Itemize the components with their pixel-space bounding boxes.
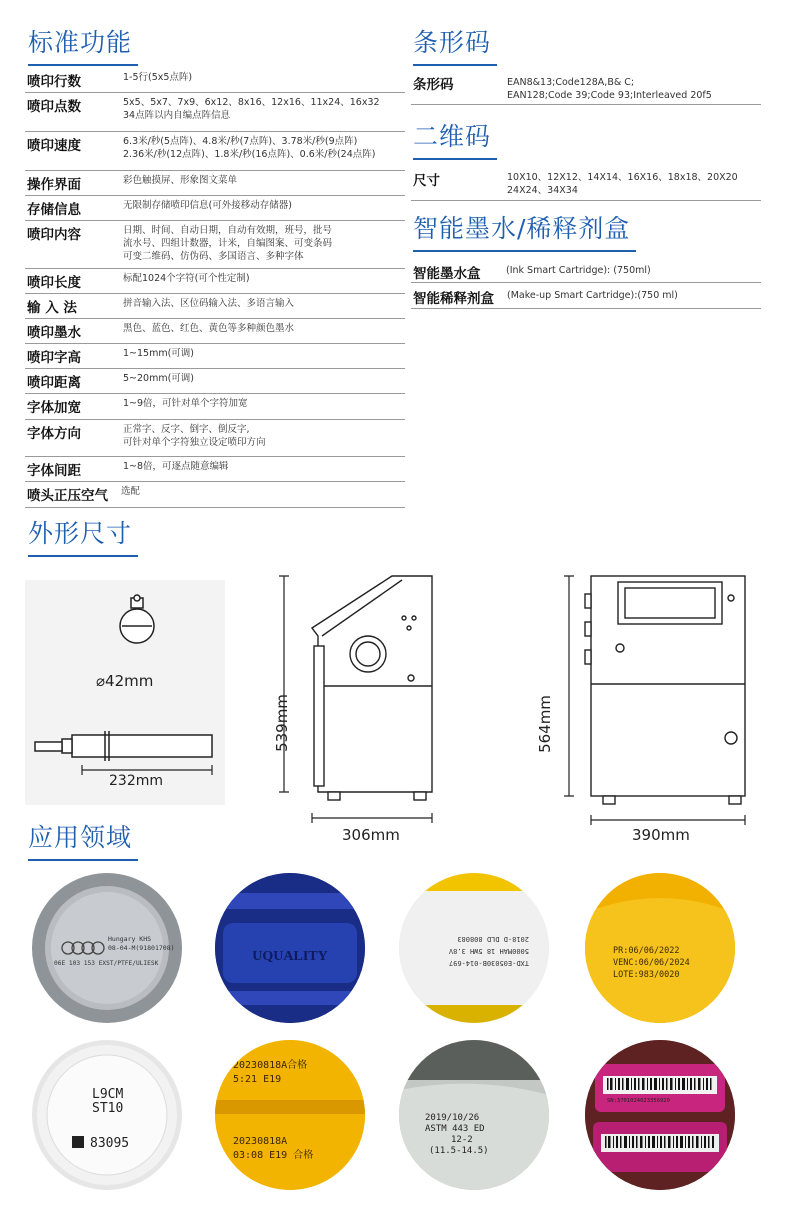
spec-value: 拼音输入法、区位码输入法、多语言输入 [123,298,295,309]
svg-text:2018-D DLD 808083: 2018-D DLD 808083 [457,935,529,943]
spec-value: 黑色、蓝色、红色、黄色等多种颜色墨水 [123,323,295,334]
spec-row [25,369,405,394]
side-view-drawing [262,566,457,826]
dimensions-title: 外形尺寸 [28,519,132,549]
qrcode-row [411,164,761,201]
nozzle-diameter-label: ⌀42mm [96,672,154,690]
spec-row [25,294,405,319]
spec-table [25,68,405,508]
svg-text:PR:06/06/2022: PR:06/06/2022 [613,946,680,956]
spec-value: 日期、时间、自动日期，自动有效期，班号，批号 流水号、四组计数器，计米，自编图案、可变条码 可变二维码、仿伪码、多国语言、多种字体 [123,225,333,262]
makeup-row [411,282,761,309]
spec-key: 字体加宽 [27,400,81,416]
svg-text:20230818A合格: 20230818A合格 [233,1060,308,1071]
svg-text:03:08 E19 合格: 03:08 E19 合格 [233,1150,314,1161]
spec-row [25,68,405,93]
spec-key: 喷头正压空气 [27,488,108,504]
svg-text:ASTM 443 ED: ASTM 443 ED [425,1124,485,1134]
spec-key: 喷印点数 [27,99,81,115]
spec-key: 喷印内容 [27,227,81,243]
svg-text:06E 103 153 EXST/PTFE/ULIESK: 06E 103 153 EXST/PTFE/ULIESK [54,960,159,967]
spec-row [25,171,405,196]
spec-value: 1-5行(5x5点阵) [123,72,193,83]
svg-text:UQUALITY: UQUALITY [252,949,328,964]
photo-clear-bag [399,1040,549,1190]
spec-value: 彩色触摸屏、形象图文菜单 [123,175,238,186]
makeup-value: (Make-up Smart Cartridge):(750 ml) [507,290,678,301]
side-height-label: 539mm [272,694,291,752]
barcode-row [411,68,761,105]
spec-row [25,482,405,508]
spec-key: 字体间距 [27,463,81,479]
photo-orange-container [585,873,735,1023]
front-height-label: 564mm [535,695,554,753]
photo-yellow-plastic [215,1040,365,1190]
spec-value: 标配1024个字符(可个性定制) [123,273,250,284]
ink-title: 智能墨水/稀释剂盒 [413,214,630,244]
spec-row [25,394,405,420]
side-width-label: 306mm [342,826,400,844]
makeup-key: 智能稀释剂盒 [413,291,494,307]
svg-text:5:21 E19: 5:21 E19 [233,1074,282,1085]
photo-metal-can-lid [32,873,182,1023]
spec-key: 喷印墨水 [27,325,81,341]
svg-text:2019/10/26: 2019/10/26 [425,1113,480,1123]
spec-row [25,221,405,269]
spec-row [25,319,405,344]
applications-title: 应用领域 [28,823,132,853]
spec-row [25,269,405,294]
ink-row [411,258,761,283]
nozzle-length-label: 232mm [109,773,163,789]
standard-title: 标准功能 [28,28,132,58]
spec-row [25,457,405,482]
spec-key: 喷印行数 [27,74,81,90]
svg-text:ST10: ST10 [92,1101,124,1116]
spec-value: 选配 [121,486,141,497]
qrcode-key: 尺寸 [413,173,440,189]
photo-blue-bottle [215,873,365,1023]
photo-white-cap [32,1040,182,1190]
svg-text:TXD-E05030B-014-697: TXD-E05030B-014-697 [448,959,529,967]
photo-magenta-cards [585,1040,735,1190]
nozzle-drawing [25,580,225,805]
spec-value: 无限制存储喷印信息(可外接移动存储器) [123,200,292,211]
svg-text:LOTE:983/0020: LOTE:983/0020 [613,970,680,980]
qrcode-title: 二维码 [413,122,491,152]
spec-key: 喷印长度 [27,275,81,291]
svg-text:20230818A: 20230818A [233,1136,288,1147]
barcode-value: EAN8&13;Code128A,B& C; EAN128;Code 39;Code 93;Interleaved 20f5 [507,77,712,101]
svg-text:(11.5-14.5): (11.5-14.5) [429,1146,489,1156]
spec-value: 1~15mm(可调) [123,348,195,359]
spec-value: 1~9倍，可针对单个字符加宽 [123,398,248,409]
svg-text:VENC:06/06/2024: VENC:06/06/2024 [613,958,690,968]
svg-text:SN:3701024023356920: SN:3701024023356920 [607,1098,670,1104]
spec-value: 5x5、5x7、7x9、6x12、8x16、12x16、11x24、16x32 34点阵以内自编点阵信息 [123,97,380,121]
spec-row [25,344,405,369]
spec-row [25,196,405,221]
svg-text:L9CM: L9CM [92,1087,124,1102]
spec-row [25,93,405,132]
barcode-title: 条形码 [413,28,491,58]
spec-key: 喷印速度 [27,138,81,154]
photo-white-pipe [399,873,549,1023]
spec-key: 输 入 法 [27,300,77,316]
spec-value: 6.3米/秒(5点阵)、4.8米/秒(7点阵)、3.78米/秒(9点阵) 2.36米/秒(12点阵)、1.8米/秒(16点阵)、0.6米/秒(24点阵) [123,136,376,160]
spec-key: 字体方向 [27,426,81,442]
spec-key: 喷印距离 [27,375,81,391]
spec-key: 操作界面 [27,177,81,193]
spec-key: 存储信息 [27,202,81,218]
barcode-key: 条形码 [413,77,454,93]
qrcode-value: 10X10、12X12、14X14、16X16、18x18、20X20 24X24、34X34 [507,172,738,196]
spec-row [25,132,405,171]
ink-value: (Ink Smart Cartridge): (750ml) [506,265,651,276]
spec-key: 喷印字高 [27,350,81,366]
svg-text:08-04-M(91801708): 08-04-M(91801708) [108,944,175,952]
svg-text:Hungary KHS: Hungary KHS [108,935,152,943]
svg-text:12-2: 12-2 [451,1135,473,1145]
svg-text:5000MAH 18 5WH 3.8V: 5000MAH 18 5WH 3.8V [448,947,529,955]
spec-row [25,420,405,457]
svg-text:83095: 83095 [90,1136,130,1151]
spec-value: 5~20mm(可调) [123,373,195,384]
front-view-drawing [525,566,765,826]
front-width-label: 390mm [632,826,690,844]
spec-value: 正常字、反字、倒字、倒反字, 可针对单个字符独立设定喷印方向 [123,424,266,448]
spec-value: 1~8倍，可逐点随意编辑 [123,461,229,472]
ink-key: 智能墨水盒 [413,266,481,282]
